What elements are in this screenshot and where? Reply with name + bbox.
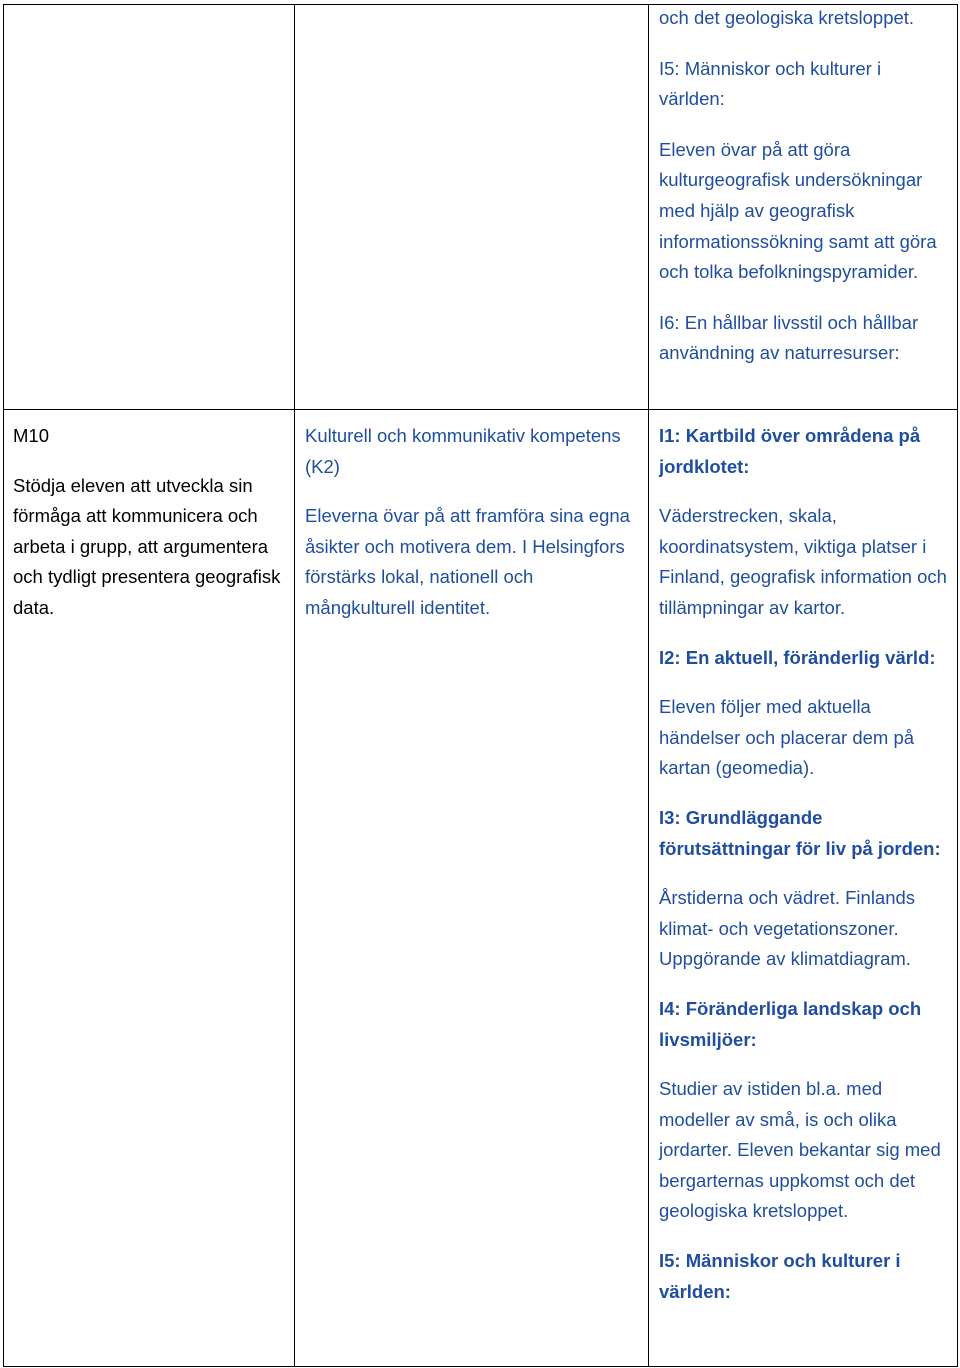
text-i2: Eleven följer med aktuella händelser och placerar dem på kartan (geomedia). [659, 696, 915, 779]
row2-col2-cell [305, 421, 640, 624]
table-border-left [3, 4, 4, 1367]
row1-col3-cell [659, 3, 951, 369]
table-border-bottom [3, 1366, 958, 1367]
text-i5: Eleven övar på att göra kulturgeografisk undersökningar med hjälp av geografisk informationssökning samt att göra och tolka befolkningspyramider. [659, 138, 937, 283]
text-i1: Väderstrecken, skala, koordinatsystem, viktiga platser i Finland, geografisk information och tillämpningar av kartor. [659, 505, 947, 618]
heading-i5-top: I5: Människor och kulturer i världen: [659, 57, 882, 110]
text-i4: Studier av istiden bl.a. med modeller av små, is och olika jordarter. Eleven bekantar sig med bergarternas uppkomst och det geologiska kretsloppet. [659, 1078, 941, 1222]
heading-i2: I2: En aktuell, föränderlig värld: [659, 646, 936, 668]
text-i3: Årstiderna och vädret. Finlands klimat- och vegetationszoner. Uppgörande av klimatdiagram. [659, 887, 916, 970]
table-border-right [957, 4, 958, 1367]
heading-i6: I6: En hållbar livsstil och hållbar användning av naturresurser: [659, 311, 919, 364]
heading-i4: I4: Föränderliga landskap och livsmiljöer: [659, 997, 922, 1050]
goal-text: Stödja eleven att utveckla sin förmåga att kommunicera och arbeta i grupp, att argumentera och tydligt presentera geografisk data. [13, 474, 281, 618]
table-border-col1 [294, 4, 295, 1367]
heading-i3: I3: Grundläggande förutsättningar för liv på jorden: [659, 806, 941, 859]
row2-col1-cell [13, 421, 288, 624]
row-divider [3, 409, 958, 410]
row2-col3-cell [659, 421, 951, 1307]
competence-heading: Kulturell och kommunikativ kompetens (K2) [305, 425, 621, 477]
heading-i1: I1: Kartbild över områdena på jordklotet: [659, 425, 921, 477]
heading-i5: I5: Människor och kulturer i världen: [659, 1250, 901, 1302]
competence-text: Eleverna övar på att framföra sina egna åsikter och motivera dem. I Helsingfors förstärks lokal, nationell och mångkulturell identitet. [305, 505, 630, 618]
table-border-col2 [648, 4, 649, 1367]
continuation-text: och det geologiska kretsloppet. [659, 7, 915, 28]
goal-code: M10 [13, 425, 49, 446]
